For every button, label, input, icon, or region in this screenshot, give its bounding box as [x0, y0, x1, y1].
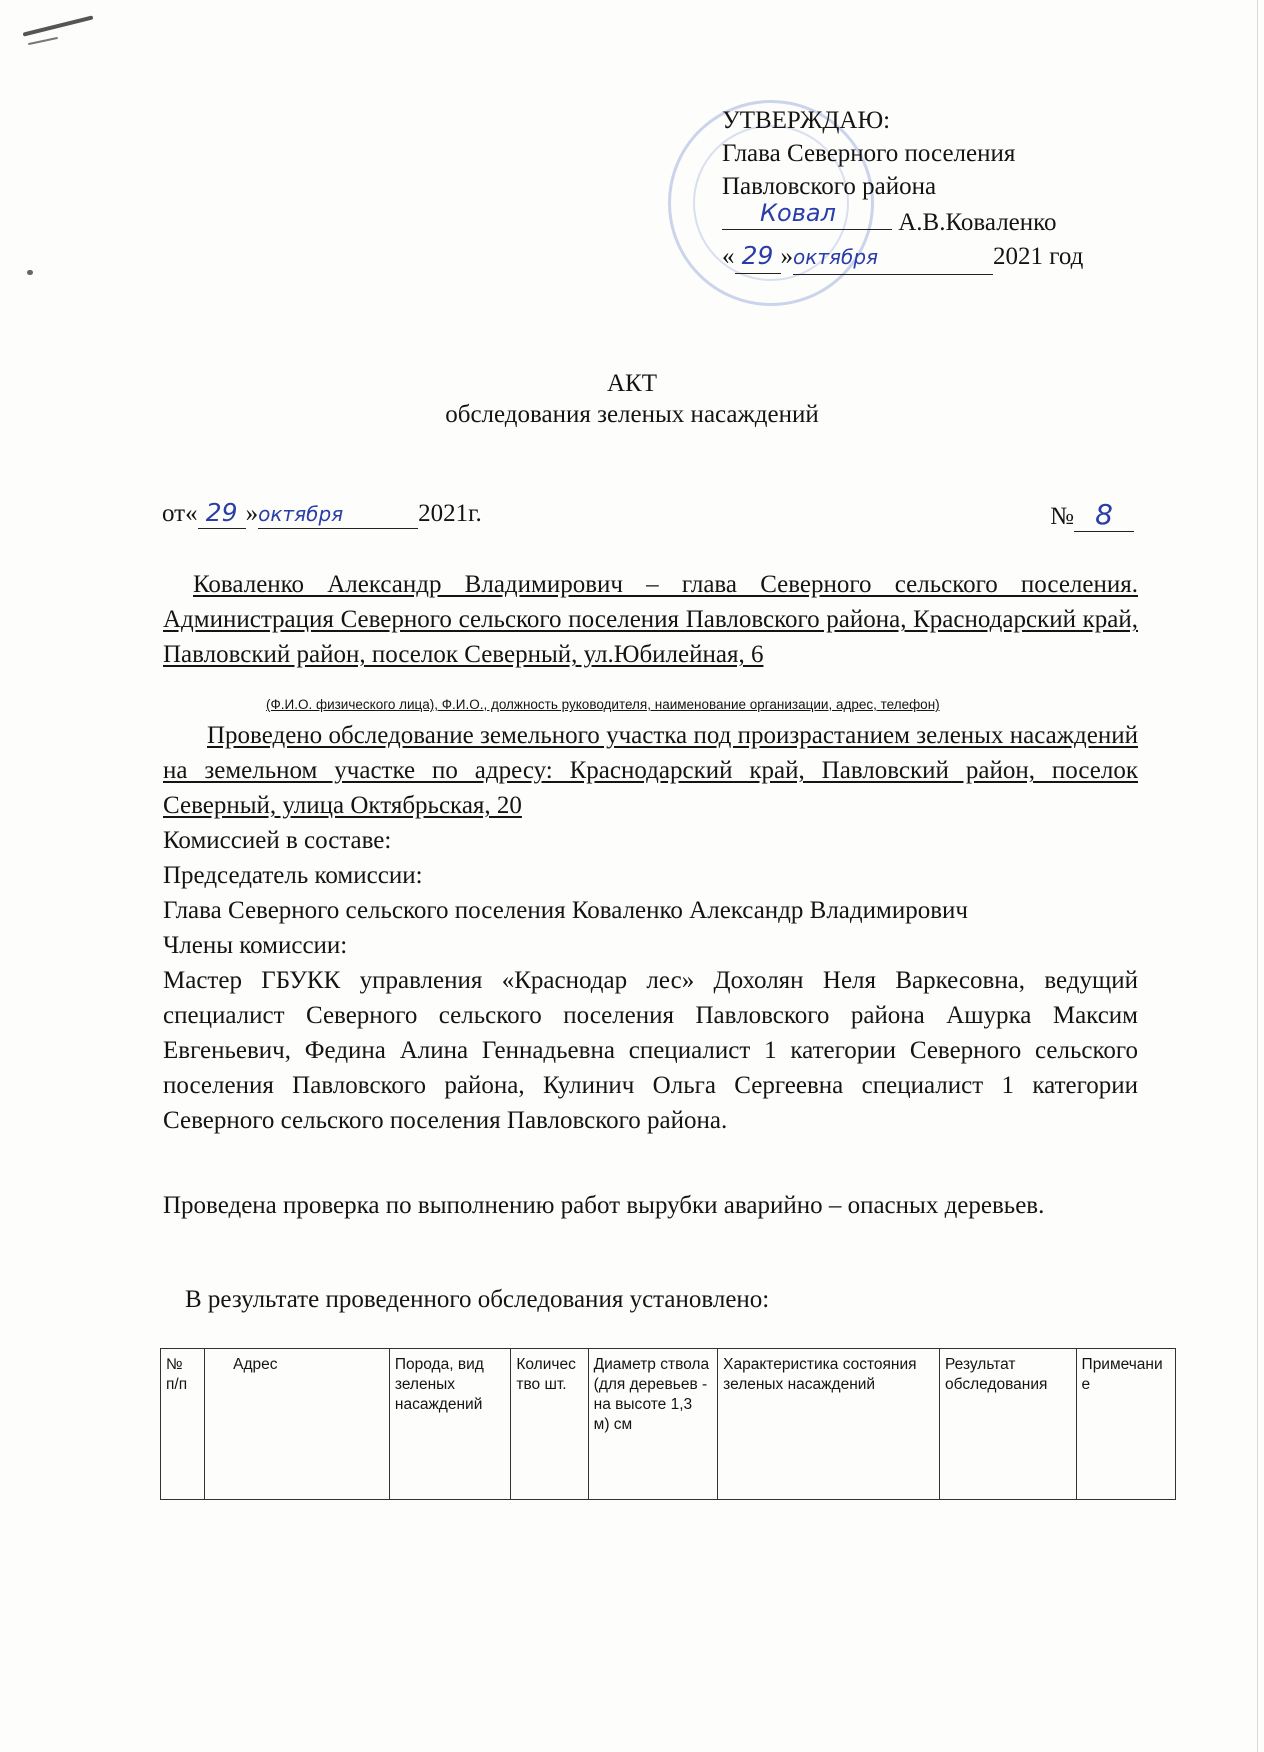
table-header-row	[161, 1349, 1176, 1500]
act-number: № 8	[1050, 498, 1134, 532]
chair-label: Председатель комиссии:	[163, 862, 423, 889]
approval-heading: УТВЕРЖДАЮ:	[722, 107, 891, 134]
approval-line2: Павловского района	[722, 173, 937, 200]
act-title-main: АКТ	[607, 370, 657, 397]
check-paragraph: Проведена проверка по выполнению работ вырубки аварийно – опасных деревьев.	[163, 1192, 1045, 1219]
members-paragraph: Мастер ГБУКК управления «Краснодар лес» Дохолян Неля Варкесовна, ведущий специалист Северного сельского поселения Павловского района Ашурка Максим Евгеньевич, Федина Алина Геннадьевна специалист 1 категории Северного сельского поселения Павловского района, Кулинич Ольга Сергеевна специалист 1 категории Северного сельского поселения Павловского района.	[163, 967, 1138, 1134]
scan-dot	[27, 270, 33, 275]
result-intro: В результате проведенного обследования установлено:	[185, 1286, 770, 1313]
table-header-cell: № п/п	[161, 1349, 205, 1500]
act-title-sub: обследования зеленых насаждений	[445, 401, 819, 428]
scan-edge	[1257, 0, 1258, 1752]
commission-label: Комиссией в составе:	[163, 827, 392, 854]
person-paragraph: Коваленко Александр Владимирович – глава Северного сельского поселения. Администрация Северного сельского поселения Павловского района, Краснодарский край, Павловский район, поселок Северный, ул.Юбилейная, 6	[163, 571, 1138, 668]
act-date: от« 29 »октября 2021г.	[162, 498, 482, 527]
act-date-month: октября	[258, 502, 344, 526]
table-header-cell: Количество шт.	[511, 1349, 588, 1500]
table-header-cell: Адрес	[205, 1349, 390, 1500]
approval-date-day: 29	[741, 241, 774, 270]
chair-name: Глава Северного сельского поселения Коваленко Александр Владимирович	[163, 897, 968, 924]
approval-date-month: октября	[793, 245, 879, 269]
results-table	[160, 1348, 1176, 1500]
table-header-cell: Диаметр ствола (для деревьев - на высоте 1,3 м) см	[588, 1349, 718, 1500]
survey-paragraph: Проведено обследование земельного участка под произрастанием зеленых насаждений на земельном участке по адресу: Краснодарский край, Павловский район, поселок Северный, улица Октябрьская, 20	[163, 722, 1138, 819]
scan-mark	[23, 15, 94, 36]
table-header-cell: Характеристика состояния зеленых насаждений	[718, 1349, 940, 1500]
scan-mark	[28, 37, 58, 45]
signer-name: А.В.Коваленко	[898, 209, 1057, 236]
act-dateline	[162, 498, 1134, 529]
act-number-value: 8	[1095, 498, 1113, 531]
act-date-day: 29	[205, 498, 238, 527]
approval-date-year: 2021 год	[993, 243, 1084, 270]
person-caption: (Ф.И.О. физического лица), Ф.И.О., должность руководителя, наименование организации, адрес, телефон)	[266, 697, 940, 712]
act-date-year: 2021г.	[418, 500, 482, 527]
table-header-cell: Примечание	[1076, 1349, 1175, 1500]
act-title	[0, 368, 1264, 430]
table-header-cell: Результат обследования	[940, 1349, 1077, 1500]
handwritten-signature: Ковал	[760, 199, 836, 227]
signature-field	[722, 199, 892, 230]
approval-signature-line	[722, 199, 1083, 239]
members-label: Члены комиссии:	[163, 932, 348, 959]
table-header-cell: Порода, вид зеленых насаждений	[389, 1349, 510, 1500]
approval-block	[722, 104, 1083, 275]
approval-line1: Глава Северного поселения	[722, 140, 1016, 167]
approval-date: « 29 »октября 2021 год	[722, 239, 1083, 275]
